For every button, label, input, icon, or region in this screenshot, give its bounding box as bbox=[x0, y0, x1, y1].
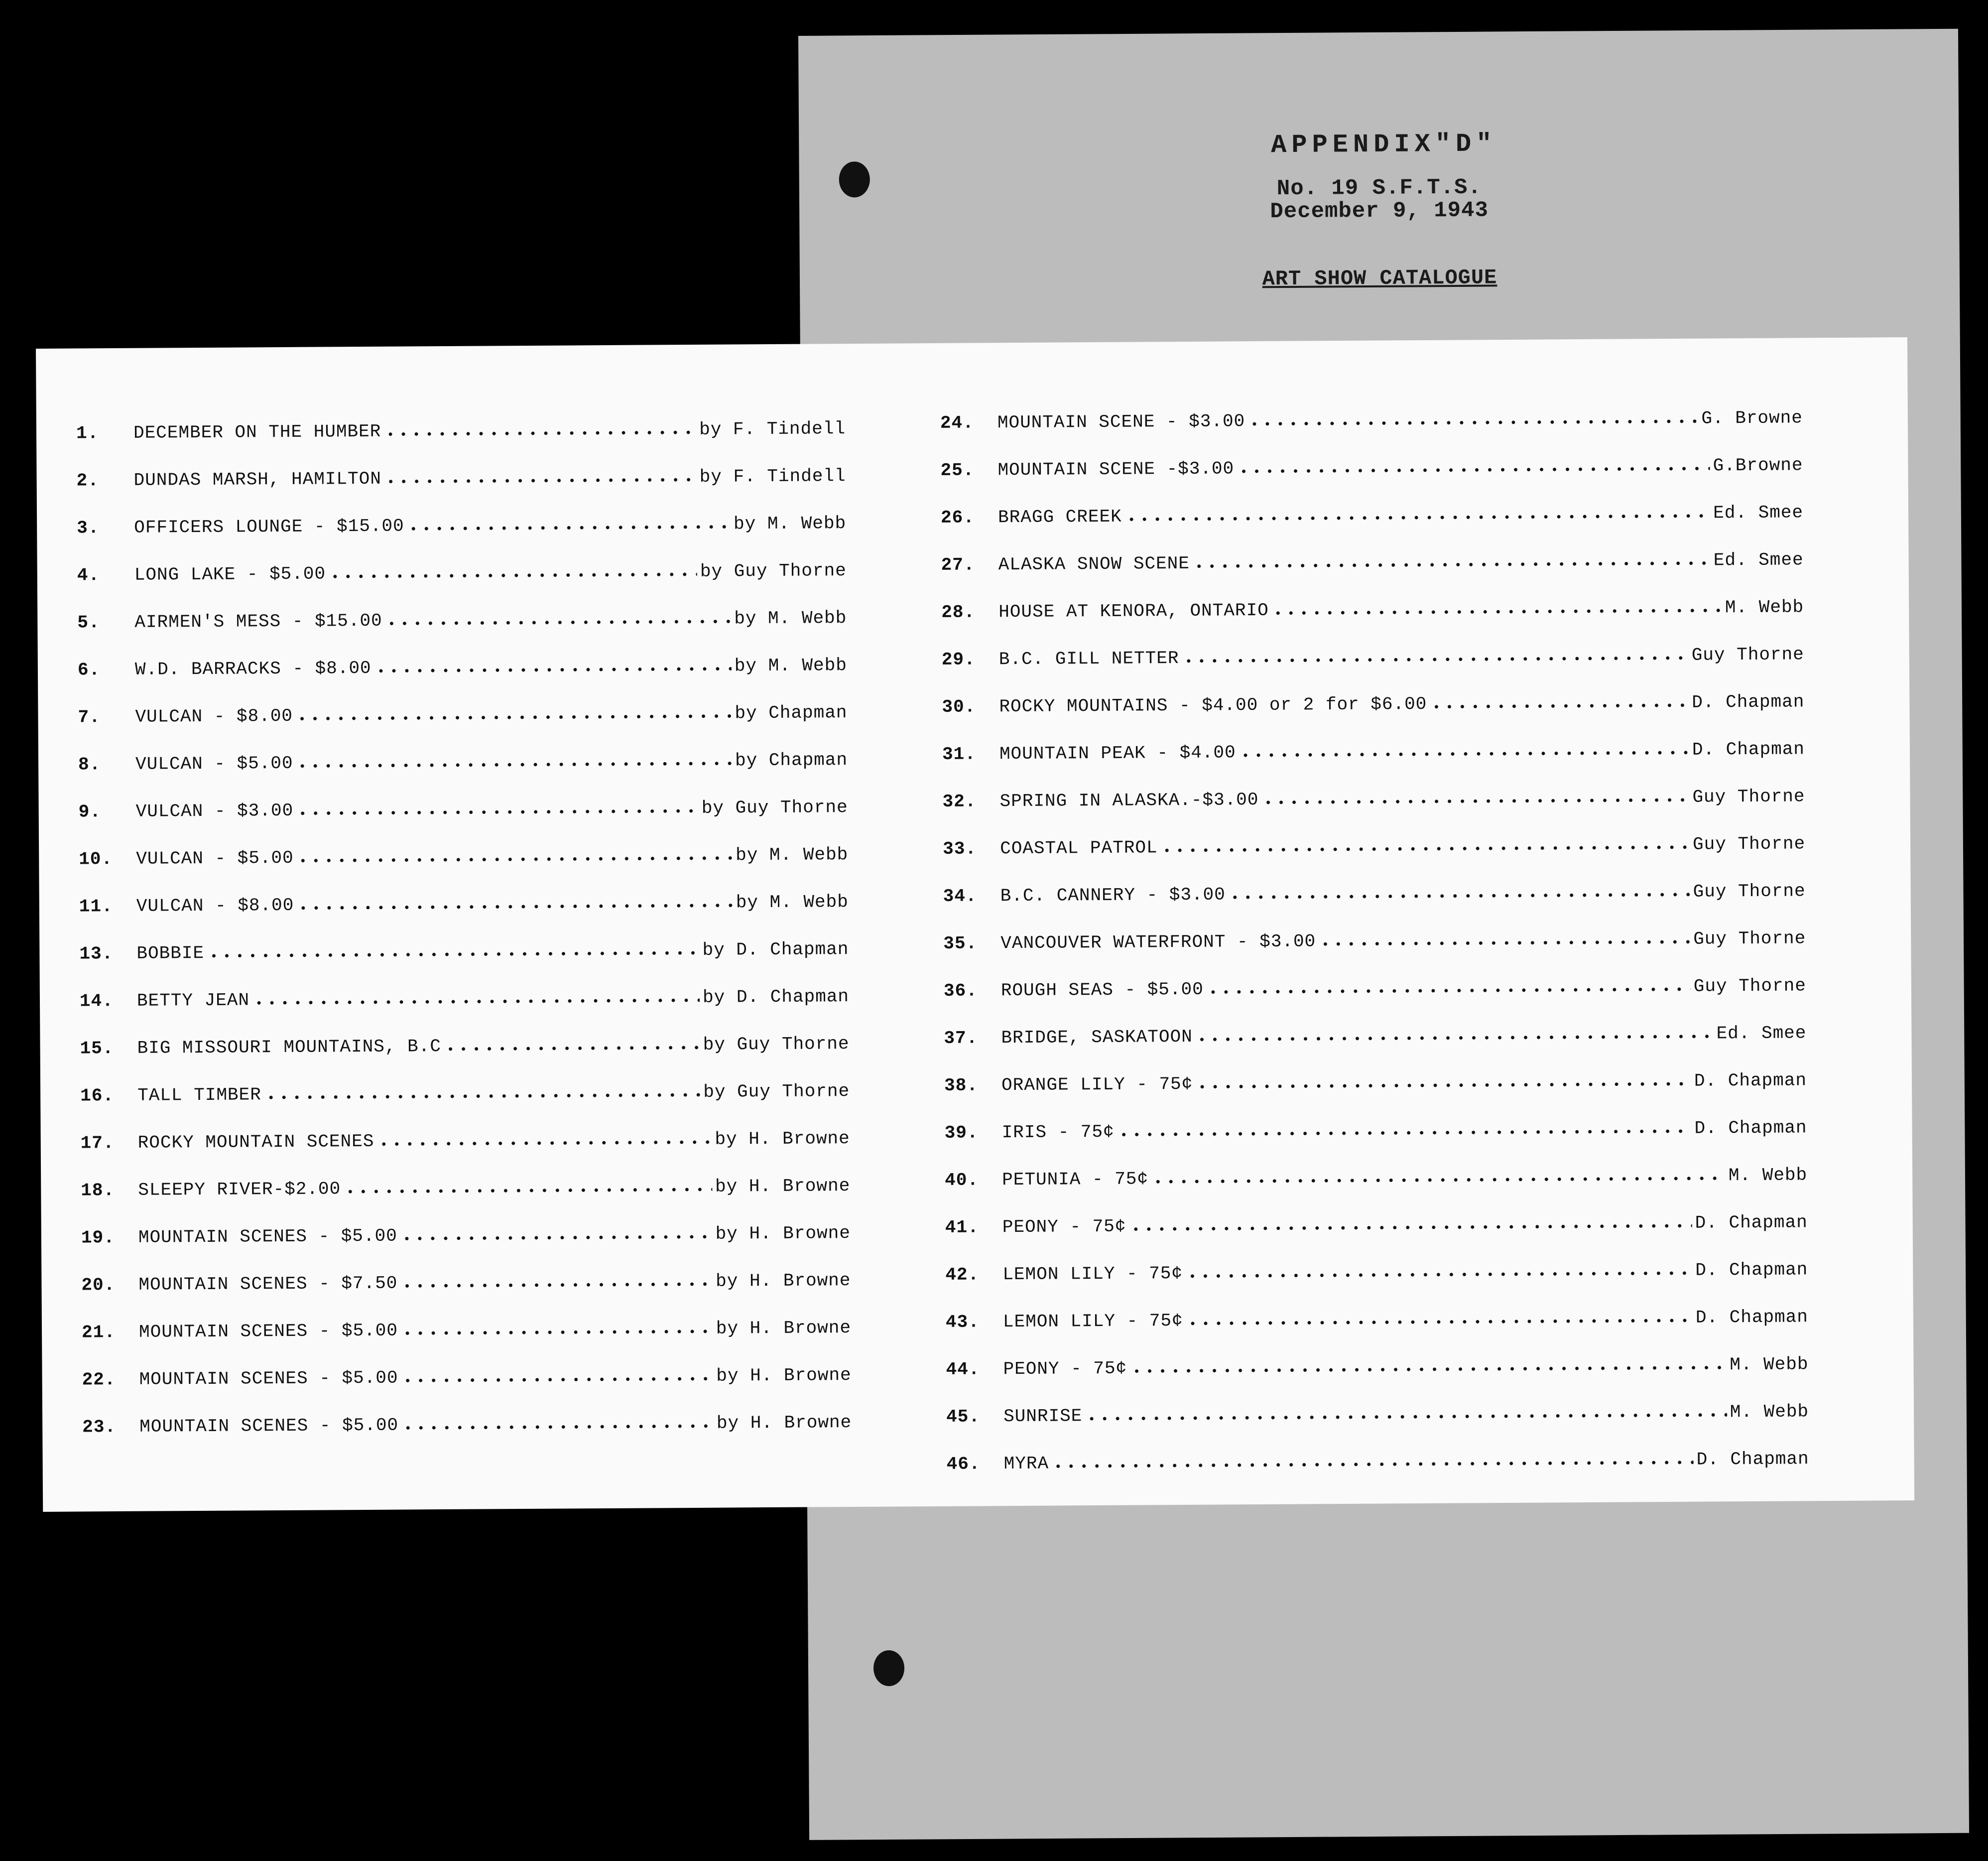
entry-artist: by M. Webb bbox=[734, 655, 848, 676]
entry-artist: by H. Browne bbox=[715, 1128, 850, 1150]
entry-artist: M. Webb bbox=[1730, 1354, 1809, 1375]
entry-number: 28. bbox=[941, 602, 976, 623]
leader-dots bbox=[1196, 1034, 1714, 1041]
entry-number: 3. bbox=[77, 518, 100, 538]
punch-hole bbox=[873, 1650, 904, 1686]
leader-dots bbox=[1085, 1413, 1727, 1421]
entry-artist: by Guy Thorne bbox=[703, 1081, 850, 1102]
catalogue-entry bbox=[77, 608, 847, 660]
entry-title: PETUNIA - 75¢ bbox=[1002, 1169, 1149, 1191]
leader-dots bbox=[407, 525, 731, 531]
entry-number: 8. bbox=[78, 754, 101, 775]
leader-dots bbox=[1193, 561, 1711, 568]
leader-dots bbox=[1272, 608, 1722, 615]
catalogue-entry bbox=[82, 1365, 852, 1417]
entry-number: 39. bbox=[944, 1122, 979, 1143]
leader-dots bbox=[296, 761, 733, 768]
entry-number: 1. bbox=[76, 423, 99, 444]
entry-artist: M. Webb bbox=[1725, 597, 1804, 618]
leader-dots bbox=[264, 1093, 701, 1099]
entry-artist: Guy Thorne bbox=[1692, 786, 1805, 807]
entry-title: B.C. GILL NETTER bbox=[998, 648, 1179, 670]
leader-dots bbox=[329, 572, 697, 579]
catalogue-entry bbox=[79, 939, 849, 991]
leader-dots bbox=[297, 903, 733, 910]
entry-title: BETTY JEAN bbox=[136, 990, 250, 1011]
entry-title: AIRMEN'S MESS - $15.00 bbox=[134, 610, 382, 633]
entry-number: 27. bbox=[941, 554, 975, 575]
entry-number: 42. bbox=[945, 1264, 980, 1285]
entry-number: 11. bbox=[79, 896, 113, 917]
catalogue-entry bbox=[77, 560, 847, 612]
entry-title: DUNDAS MARSH, HAMILTON bbox=[133, 468, 382, 491]
catalogue-entry bbox=[81, 1270, 851, 1322]
entry-number: 35. bbox=[943, 933, 978, 954]
leader-dots bbox=[400, 1235, 713, 1241]
entry-artist: M. Webb bbox=[1730, 1401, 1809, 1423]
entry-title: MOUNTAIN SCENES - $7.50 bbox=[138, 1273, 398, 1295]
catalogue-right-column bbox=[940, 407, 1809, 1501]
catalogue-entry bbox=[80, 1034, 850, 1085]
entry-title: TALL TIMBER bbox=[137, 1084, 261, 1106]
leader-dots bbox=[1196, 1082, 1691, 1089]
entry-title: LEMON LILY - 75¢ bbox=[1002, 1310, 1183, 1332]
entry-artist: Guy Thorne bbox=[1693, 881, 1806, 902]
catalogue-entry bbox=[942, 786, 1805, 839]
catalogue-entry bbox=[943, 881, 1806, 933]
entry-artist: by F. Tindell bbox=[699, 418, 846, 440]
entry-title: MOUNTAIN SCENES - $5.00 bbox=[138, 1320, 398, 1342]
leader-dots bbox=[252, 998, 700, 1005]
entry-number: 33. bbox=[943, 838, 977, 859]
entry-artist: by H. Browne bbox=[716, 1270, 851, 1292]
entry-artist: by D. Chapman bbox=[702, 939, 849, 960]
leader-dots bbox=[1182, 656, 1689, 663]
entry-title: SLEEPY RIVER-$2.00 bbox=[138, 1179, 341, 1200]
entry-title: DECEMBER ON THE HUMBER bbox=[133, 421, 381, 443]
entry-title: MOUNTAIN SCENES - $5.00 bbox=[139, 1415, 399, 1437]
entry-number: 29. bbox=[941, 649, 976, 670]
entry-title: LEMON LILY - 75¢ bbox=[1002, 1263, 1183, 1285]
entry-number: 20. bbox=[81, 1275, 116, 1296]
entry-title: W.D. BARRACKS - $8.00 bbox=[134, 658, 372, 680]
entry-number: 4. bbox=[77, 565, 100, 586]
catalogue-entry bbox=[945, 1212, 1808, 1265]
leader-dots bbox=[344, 1188, 712, 1194]
catalogue-entry bbox=[945, 1117, 1808, 1170]
entry-artist: by Chapman bbox=[735, 750, 848, 771]
entry-number: 2. bbox=[76, 470, 99, 491]
leader-dots bbox=[1207, 987, 1691, 994]
catalogue-entry bbox=[941, 597, 1804, 650]
entry-number: 44. bbox=[946, 1359, 980, 1380]
entry-artist: Ed. Smee bbox=[1716, 1023, 1807, 1044]
entry-title: ROUGH SEAS - $5.00 bbox=[1000, 979, 1204, 1001]
catalogue-title: ART SHOW CATALOGUE bbox=[1262, 266, 1497, 291]
entry-number: 21. bbox=[81, 1322, 116, 1343]
entry-artist: D. Chapman bbox=[1696, 1449, 1809, 1470]
entry-title: PEONY - 75¢ bbox=[1002, 1216, 1126, 1238]
entry-artist: D. Chapman bbox=[1694, 1117, 1807, 1139]
entry-artist: D. Chapman bbox=[1695, 1259, 1808, 1281]
catalogue-entry bbox=[942, 644, 1805, 697]
leader-dots bbox=[1430, 703, 1689, 709]
entry-title: HOUSE AT KENORA, ONTARIO bbox=[998, 600, 1269, 623]
unit-name: No. 19 S.F.T.S. bbox=[1276, 175, 1482, 202]
leader-dots bbox=[385, 619, 732, 625]
entry-title: VULCAN - $5.00 bbox=[135, 753, 293, 775]
catalogue-entry bbox=[944, 1070, 1807, 1123]
leader-dots bbox=[1248, 419, 1698, 426]
entry-artist: by Chapman bbox=[735, 702, 848, 724]
entry-number: 7. bbox=[78, 707, 101, 728]
catalogue-entry bbox=[946, 1307, 1809, 1359]
entry-title: MOUNTAIN PEAK - $4.00 bbox=[999, 742, 1236, 765]
leader-dots bbox=[377, 1140, 712, 1146]
entry-number: 13. bbox=[79, 943, 114, 964]
entry-number: 10. bbox=[79, 849, 113, 870]
entry-number: 32. bbox=[942, 791, 977, 812]
catalogue-entry bbox=[76, 418, 846, 470]
entry-number: 45. bbox=[946, 1406, 981, 1427]
catalogue-left-column bbox=[76, 418, 852, 1464]
entry-number: 18. bbox=[81, 1180, 115, 1201]
entry-artist: D. Chapman bbox=[1692, 739, 1805, 760]
entry-artist: Ed. Smee bbox=[1713, 549, 1804, 571]
leader-dots bbox=[297, 856, 733, 862]
catalogue-entry bbox=[946, 1354, 1809, 1407]
entry-title: VULCAN - $8.00 bbox=[136, 895, 294, 917]
catalogue-entry bbox=[940, 455, 1803, 508]
entry-artist: Guy Thorne bbox=[1693, 975, 1807, 997]
entry-artist: D. Chapman bbox=[1694, 1070, 1807, 1091]
entry-title: IRIS - 75¢ bbox=[1001, 1121, 1115, 1143]
leader-dots bbox=[1125, 514, 1711, 521]
entry-artist: by M. Webb bbox=[734, 513, 847, 534]
leader-dots bbox=[1229, 893, 1690, 900]
entry-number: 23. bbox=[82, 1417, 117, 1438]
entry-number: 16. bbox=[80, 1085, 115, 1106]
catalogue-entry bbox=[78, 655, 848, 707]
leader-dots bbox=[296, 809, 699, 815]
catalogue-entry bbox=[78, 702, 848, 754]
catalogue-entry bbox=[79, 892, 849, 943]
entry-number: 24. bbox=[940, 412, 974, 433]
leader-dots bbox=[1118, 1129, 1692, 1137]
leader-dots bbox=[296, 714, 732, 720]
entry-title: COASTAL PATROL bbox=[1000, 837, 1158, 859]
entry-artist: by M. Webb bbox=[734, 608, 847, 629]
entry-title: SPRING IN ALASKA.-$3.00 bbox=[999, 790, 1259, 812]
document-date: December 9, 1943 bbox=[1270, 198, 1489, 225]
entry-artist: by Guy Thorne bbox=[701, 797, 848, 818]
entry-title: ALASKA SNOW SCENE bbox=[998, 553, 1190, 575]
leader-dots bbox=[1319, 940, 1690, 946]
leader-dots bbox=[207, 951, 700, 958]
entry-number: 36. bbox=[943, 980, 978, 1001]
entry-artist: D. Chapman bbox=[1695, 1212, 1808, 1233]
entry-artist: by H. Browne bbox=[716, 1365, 852, 1386]
entry-artist: by Guy Thorne bbox=[703, 1034, 850, 1055]
leader-dots bbox=[1186, 1319, 1693, 1326]
entry-number: 22. bbox=[82, 1369, 116, 1390]
catalogue-entry bbox=[945, 1259, 1808, 1312]
entry-title: VANCOUVER WATERFRONT - $3.00 bbox=[1000, 931, 1316, 954]
leader-dots bbox=[1052, 1461, 1694, 1468]
catalogue-entry bbox=[79, 797, 849, 849]
catalogue-entry bbox=[943, 928, 1806, 981]
leader-dots bbox=[401, 1424, 714, 1430]
entry-artist: D. Chapman bbox=[1692, 691, 1805, 713]
entry-title: B.C. CANNERY - $3.00 bbox=[1000, 884, 1226, 907]
entry-title: VULCAN - $5.00 bbox=[136, 847, 294, 869]
catalogue-entry bbox=[944, 1023, 1807, 1075]
entry-title: BIG MISSOURI MOUNTAINS, B.C bbox=[137, 1036, 441, 1059]
catalogue-entry bbox=[81, 1223, 851, 1275]
catalogue-entry bbox=[940, 407, 1803, 460]
catalogue-entry bbox=[941, 502, 1804, 555]
leader-dots bbox=[401, 1377, 714, 1383]
catalogue-entry bbox=[82, 1318, 852, 1369]
entry-title: SUNRISE bbox=[1003, 1406, 1083, 1427]
entry-artist: Ed. Smee bbox=[1713, 502, 1804, 524]
leader-dots bbox=[1151, 1176, 1726, 1184]
entry-artist: G. Browne bbox=[1701, 407, 1803, 429]
leader-dots bbox=[1130, 1365, 1727, 1373]
catalogue-entry bbox=[942, 739, 1805, 792]
entry-artist: by H. Browne bbox=[715, 1223, 851, 1244]
appendix-heading: APPENDIX"D" bbox=[1271, 129, 1497, 160]
entry-number: 5. bbox=[77, 612, 100, 633]
entry-number: 26. bbox=[940, 507, 975, 528]
entry-artist: by H. Browne bbox=[716, 1412, 852, 1434]
entry-artist: Guy Thorne bbox=[1691, 644, 1804, 665]
leader-dots bbox=[1186, 1271, 1692, 1278]
entry-number: 41. bbox=[945, 1217, 979, 1238]
entry-artist: by M. Webb bbox=[736, 844, 849, 866]
catalogue-entry bbox=[945, 1165, 1808, 1217]
entry-title: BRIDGE, SASKATOON bbox=[1001, 1026, 1193, 1049]
entry-artist: by M. Webb bbox=[736, 892, 849, 913]
leader-dots bbox=[1129, 1224, 1692, 1231]
leader-dots bbox=[384, 478, 697, 484]
entry-number: 30. bbox=[942, 696, 976, 717]
leader-dots bbox=[384, 430, 696, 436]
entry-artist: by H. Browne bbox=[715, 1176, 851, 1197]
entry-artist: by Guy Thorne bbox=[700, 560, 847, 582]
catalogue-entry bbox=[76, 466, 846, 518]
entry-number: 6. bbox=[77, 660, 101, 680]
entry-artist: D. Chapman bbox=[1695, 1307, 1809, 1328]
leader-dots bbox=[374, 666, 732, 672]
entry-title: OFFICERS LOUNGE - $15.00 bbox=[134, 516, 404, 538]
entry-artist: Guy Thorne bbox=[1692, 833, 1806, 855]
catalogue-entry bbox=[941, 549, 1804, 602]
entry-title: MOUNTAIN SCENE -$3.00 bbox=[997, 458, 1235, 481]
entry-number: 40. bbox=[945, 1170, 979, 1191]
entry-artist: by F. Tindell bbox=[699, 466, 846, 487]
catalogue-entry bbox=[78, 750, 848, 801]
catalogue-entry bbox=[81, 1128, 851, 1180]
catalogue-entry bbox=[942, 691, 1805, 744]
entry-title: MOUNTAIN SCENES - $5.00 bbox=[139, 1367, 398, 1390]
catalogue-entry bbox=[944, 975, 1807, 1028]
entry-title: ORANGE LILY - 75¢ bbox=[1001, 1073, 1193, 1096]
entry-artist: by H. Browne bbox=[716, 1318, 852, 1339]
leader-dots bbox=[1161, 845, 1690, 852]
catalogue-entry bbox=[77, 513, 847, 565]
leader-dots bbox=[1239, 751, 1689, 758]
entry-number: 19. bbox=[81, 1227, 115, 1248]
leader-dots bbox=[400, 1282, 713, 1288]
entry-number: 14. bbox=[79, 991, 114, 1012]
entry-artist: by D. Chapman bbox=[702, 986, 850, 1008]
entry-title: BOBBIE bbox=[136, 942, 205, 964]
entry-number: 31. bbox=[942, 744, 976, 765]
entry-artist: Guy Thorne bbox=[1693, 928, 1806, 949]
entry-title: MOUNTAIN SCENE - $3.00 bbox=[997, 411, 1245, 433]
entry-title: VULCAN - $3.00 bbox=[135, 800, 294, 822]
entry-number: 17. bbox=[80, 1133, 115, 1154]
leader-dots bbox=[1261, 798, 1689, 804]
catalogue-entry bbox=[80, 1081, 850, 1133]
leader-dots bbox=[401, 1329, 713, 1335]
entry-title: MYRA bbox=[1003, 1453, 1049, 1474]
entry-artist: M. Webb bbox=[1728, 1165, 1808, 1186]
catalogue-entry bbox=[81, 1176, 851, 1227]
entry-title: BRAGG CREEK bbox=[997, 506, 1122, 528]
entry-number: 34. bbox=[943, 886, 977, 907]
entry-title: VULCAN - $8.00 bbox=[135, 705, 293, 727]
entry-title: PEONY - 75¢ bbox=[1003, 1358, 1127, 1380]
catalogue-entry bbox=[82, 1412, 852, 1464]
entry-number: 25. bbox=[940, 460, 975, 481]
entry-title: ROCKY MOUNTAINS - $4.00 or 2 for $6.00 bbox=[999, 693, 1427, 717]
entry-number: 9. bbox=[78, 801, 102, 822]
catalogue-entry bbox=[80, 986, 850, 1038]
catalogue-entry bbox=[947, 1449, 1810, 1501]
entry-number: 43. bbox=[945, 1312, 980, 1332]
catalogue-entry bbox=[946, 1401, 1809, 1454]
leader-dots bbox=[444, 1046, 700, 1051]
entry-title: LONG LAKE - $5.00 bbox=[134, 563, 326, 585]
entry-title: MOUNTAIN SCENES - $5.00 bbox=[138, 1225, 397, 1248]
entry-number: 15. bbox=[80, 1038, 114, 1059]
entry-number: 37. bbox=[944, 1028, 978, 1049]
entry-artist: G.Browne bbox=[1713, 455, 1803, 476]
leader-dots bbox=[1237, 466, 1710, 473]
catalogue-entry bbox=[79, 844, 849, 896]
catalogue-entry bbox=[943, 833, 1806, 886]
entry-number: 46. bbox=[946, 1454, 981, 1474]
entry-number: 38. bbox=[944, 1075, 979, 1096]
entry-title: ROCKY MOUNTAIN SCENES bbox=[137, 1131, 374, 1153]
catalogue-list-sheet bbox=[36, 337, 1914, 1512]
